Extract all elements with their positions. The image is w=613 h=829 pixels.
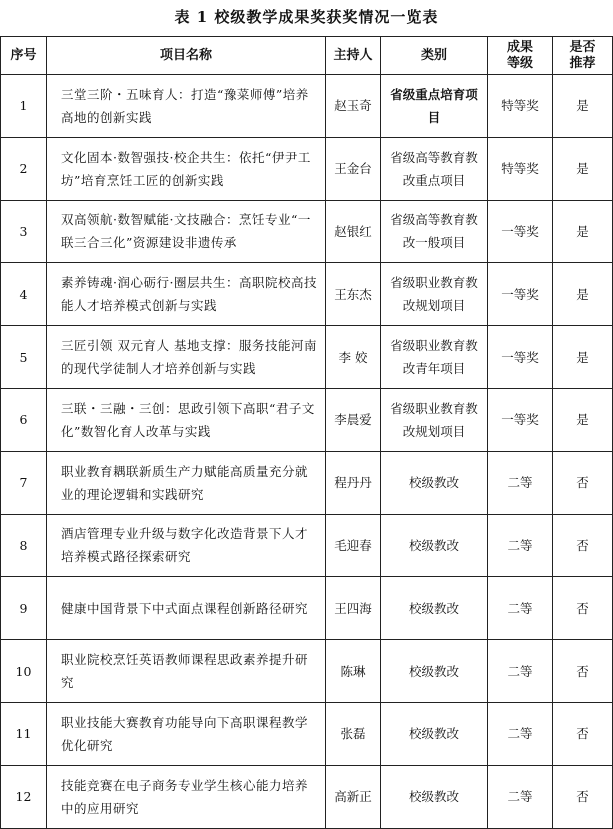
row-seq: 12 [1,765,47,828]
table-row [1,326,613,389]
row-project-name: 技能竞赛在电子商务专业学生核心能力培养中的应用研究 [47,765,326,828]
row-seq: 1 [1,75,47,138]
row-host: 王金台 [326,137,381,200]
row-award-level: 一等奖 [488,263,553,326]
row-host: 陈琳 [326,640,381,703]
row-host: 李 姣 [326,326,381,389]
row-host: 张磊 [326,702,381,765]
row-recommend: 否 [553,765,613,828]
row-seq: 3 [1,200,47,263]
row-project-name: 三堂三阶・五味育人：打造“豫菜师傅”培养高地的创新实践 [47,75,326,138]
row-category: 省级高等教育教改重点项目 [381,137,488,200]
table-row [1,263,613,326]
row-recommend: 是 [553,75,613,138]
table-row [1,514,613,577]
row-category: 校级教改 [381,640,488,703]
row-category: 省级职业教育教改规划项目 [381,263,488,326]
row-category: 校级教改 [381,514,488,577]
row-seq: 7 [1,451,47,514]
row-award-level: 二等 [488,765,553,828]
row-recommend: 否 [553,640,613,703]
row-category: 校级教改 [381,577,488,640]
row-seq: 5 [1,326,47,389]
table-row [1,75,613,138]
row-project-name: 双高领航·数智赋能·文技融合：烹饪专业“一联三合三化”资源建设非遗传承 [47,200,326,263]
row-category: 校级教改 [381,451,488,514]
row-project-name: 职业院校烹饪英语教师课程思政素养提升研究 [47,640,326,703]
row-host: 赵银红 [326,200,381,263]
row-recommend: 否 [553,577,613,640]
row-seq: 11 [1,702,47,765]
row-category: 省级职业教育教改规划项目 [381,388,488,451]
row-seq: 4 [1,263,47,326]
row-category: 省级高等教育教改一般项目 [381,200,488,263]
row-host: 高新正 [326,765,381,828]
table-row [1,200,613,263]
row-award-level: 一等奖 [488,388,553,451]
row-project-name: 三匠引领 双元育人 基地支撑：服务技能河南的现代学徒制人才培养创新与实践 [47,326,326,389]
row-seq: 2 [1,137,47,200]
row-project-name: 三联・三融・三创：思政引领下高职“君子文化”数智化育人改革与实践 [47,388,326,451]
table-row [1,765,613,828]
row-recommend: 是 [553,200,613,263]
row-category: 校级教改 [381,702,488,765]
table-row [1,577,613,640]
table-row [1,451,613,514]
header-recommend: 是否 推荐 [553,37,613,75]
award-table [0,36,613,829]
row-award-level: 二等 [488,451,553,514]
row-recommend: 是 [553,263,613,326]
row-project-name: 酒店管理专业升级与数字化改造背景下人才培养模式路径探索研究 [47,514,326,577]
row-host: 王四海 [326,577,381,640]
row-recommend: 否 [553,514,613,577]
row-project-name: 职业教育耦联新质生产力赋能高质量充分就业的理论逻辑和实践研究 [47,451,326,514]
row-award-level: 二等 [488,577,553,640]
row-seq: 10 [1,640,47,703]
row-recommend: 是 [553,326,613,389]
row-recommend: 否 [553,702,613,765]
table-row [1,640,613,703]
header-row [1,37,613,75]
row-host: 王东杰 [326,263,381,326]
row-recommend: 是 [553,137,613,200]
header-name: 项目名称 [47,37,326,75]
row-award-level: 特等奖 [488,137,553,200]
row-award-level: 二等 [488,702,553,765]
row-seq: 9 [1,577,47,640]
row-host: 李晨爱 [326,388,381,451]
row-category: 省级职业教育教改青年项目 [381,326,488,389]
table-body [1,75,613,829]
row-award-level: 特等奖 [488,75,553,138]
table-row [1,137,613,200]
header-level: 成果 等级 [488,37,553,75]
row-category: 省级重点培育项目 [381,75,488,138]
table-caption: 表 1 校级教学成果奖获奖情况一览表 [174,8,439,26]
table-row [1,702,613,765]
table-row [1,388,613,451]
row-project-name: 文化固本·数智强技·校企共生：依托“伊尹工坊”培育烹饪工匠的创新实践 [47,137,326,200]
row-award-level: 一等奖 [488,200,553,263]
row-host: 赵玉奇 [326,75,381,138]
row-award-level: 一等奖 [488,326,553,389]
row-host: 程丹丹 [326,451,381,514]
row-seq: 6 [1,388,47,451]
header-category: 类别 [381,37,488,75]
row-host: 毛迎春 [326,514,381,577]
row-project-name: 素养铸魂·润心砺行·圈层共生：高职院校高技能人才培养模式创新与实践 [47,263,326,326]
row-seq: 8 [1,514,47,577]
header-seq: 序号 [1,37,47,75]
row-category: 校级教改 [381,765,488,828]
row-award-level: 二等 [488,640,553,703]
header-host: 主持人 [326,37,381,75]
row-project-name: 职业技能大赛教育功能导向下高职课程教学优化研究 [47,702,326,765]
row-award-level: 二等 [488,514,553,577]
row-project-name: 健康中国背景下中式面点课程创新路径研究 [47,577,326,640]
row-recommend: 否 [553,451,613,514]
row-recommend: 是 [553,388,613,451]
